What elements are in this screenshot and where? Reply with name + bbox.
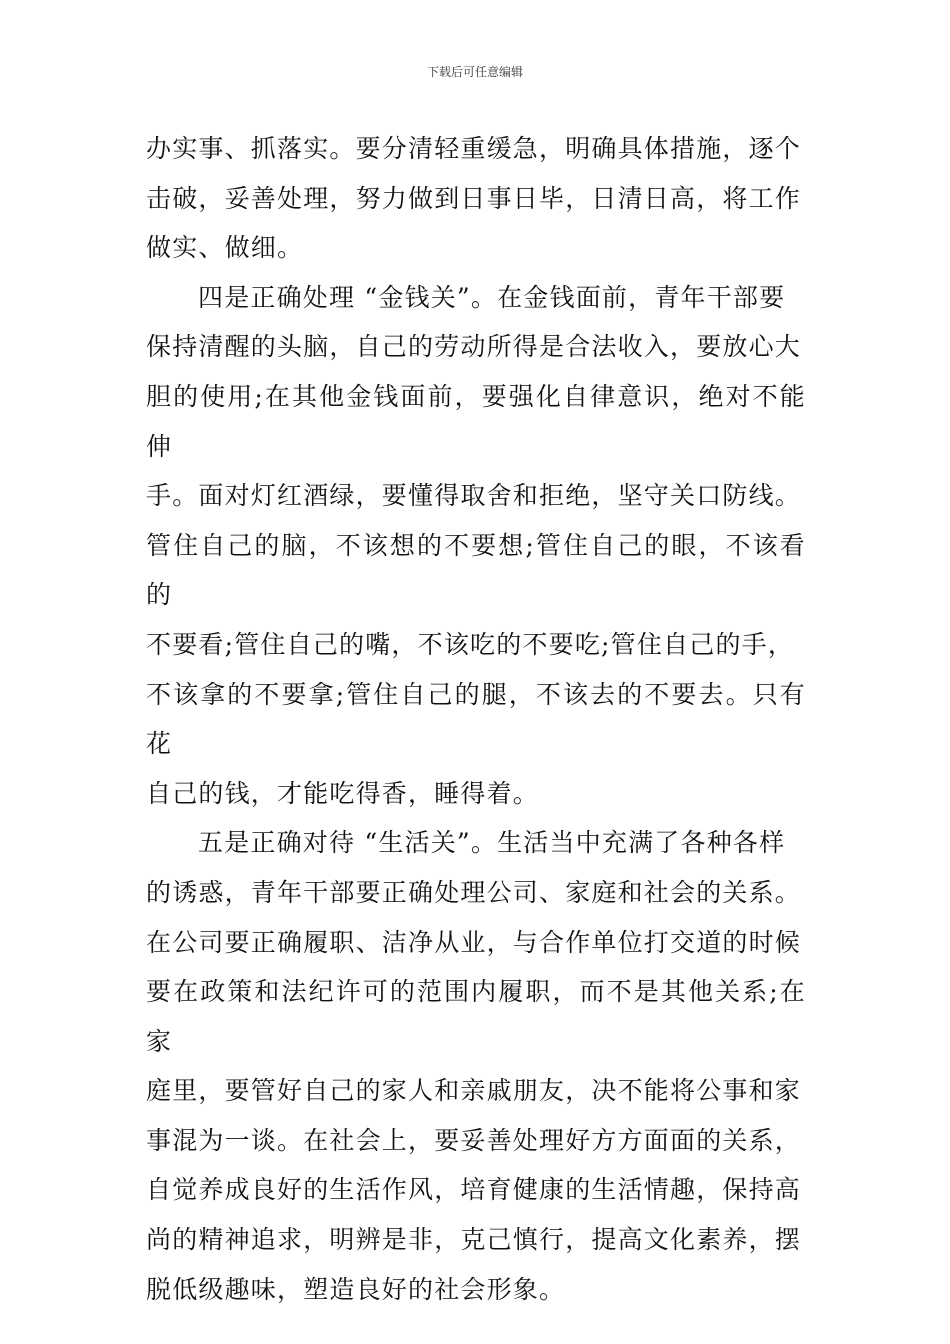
text-line: 手。面对灯红酒绿，要懂得取舍和拒绝，坚守关口防线。: [146, 481, 802, 511]
text-line: 不该拿的不要拿;管住自己的腿，不该去的不要去。只有花: [146, 679, 806, 759]
text-line: 办实事、抓落实。要分清轻重缓急，明确具体措施，逐个: [146, 134, 802, 163]
text-line: 保持清醒的头脑，自己的劳动所得是合法收入，要放心大: [146, 332, 802, 362]
text-line: 在公司要正确履职、洁净从业，与合作单位打交道的时候: [146, 927, 802, 957]
text-line: 要在政策和法纪许可的范围内履职，而不是其他关系;在家: [146, 977, 806, 1056]
text-line: 自觉养成良好的生活作风，培育健康的生活情趣，保持高: [146, 1175, 802, 1205]
text-line: 自己的钱，才能吃得香，睡得着。: [146, 778, 540, 808]
text-line: 四是正确处理 “金钱关”。在金钱面前，青年干部要: [198, 282, 786, 312]
text-line: 击破，妥善处理，努力做到日事日毕，日清日高，将工作: [146, 183, 802, 213]
text-line: 不要看;管住自己的嘴，不该吃的不要吃;管住自己的手，: [146, 629, 795, 659]
text-line: 做实、做细。: [146, 233, 304, 263]
page-header: 下载后可任意编辑: [426, 65, 523, 79]
text-line: 五是正确对待 “生活关”。生活当中充满了各种各样: [198, 828, 786, 858]
document-body: [146, 124, 806, 1314]
text-line: 的诱惑，青年干部要正确处理公司、家庭和社会的关系。: [146, 877, 802, 907]
paragraph-life-pass: [146, 818, 806, 1314]
text-line: 脱低级趣味，塑造良好的社会形象。: [146, 1274, 566, 1304]
text-line: 庭里，要管好自己的家人和亲戚朋友，决不能将公事和家: [146, 1076, 802, 1106]
text-line: 管住自己的脑，不该想的不要想;管住自己的眼，不该看的: [146, 530, 806, 610]
paragraph-money-pass: [146, 273, 806, 819]
paragraph-continuation: [146, 124, 806, 273]
text-line: 尚的精神追求，明辨是非，克己慎行，提高文化素养，摆: [146, 1225, 802, 1255]
text-line: 胆的使用;在其他金钱面前，要强化自律意识，绝对不能伸: [146, 381, 806, 461]
text-line: 事混为一谈。在社会上，要妥善处理好方方面面的关系，: [146, 1125, 802, 1155]
